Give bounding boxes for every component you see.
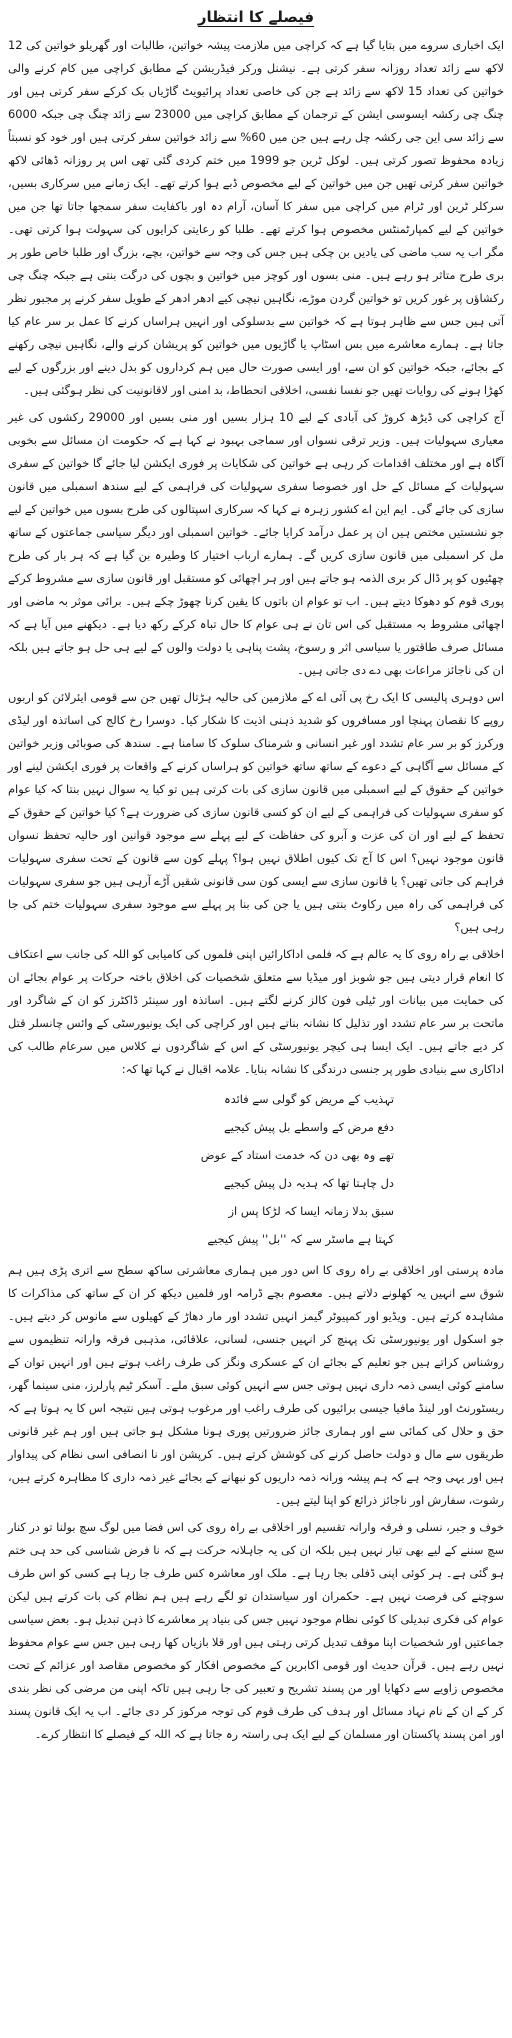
poem-quote: [8, 1085, 504, 1253]
poem-verse: دل چاہتا تھا کہ ہدیہ دل پیش کیجیے: [223, 1176, 394, 1190]
poem-verse: تہذیب کے مریض کو گولی سے فائدہ: [223, 1092, 394, 1106]
article-paragraph: خوف و جبر، نسلی و فرقہ وارانہ تقسیم اور اخلاقی بے راہ روی کی اس فضا میں لوگ سچ بولنا تو در کنار سچ سننے کے لیے بھی تیار نہیں ہیں بلکہ ان کی یہ جاہلانہ حرکت ہے کہ نا فرض شناسی کی حد ہی ختم ہو گئی ہے۔ ہر کوئی اپنی ڈفلی بجا رہا ہے۔ ملک اور معاشرہ کس طرف جا رہا ہے کسی کو اس طرف سوچنے کی فرصت نہیں ہے۔ حکمران اور سیاستدان تو لگے رہے ہیں ہم نظام کی بات کرتے ہیں لیکن عوام کی فکری تبدیلی کا کوئی نظام موجود نہیں جس کی بنیاد پر معاشرے کا ذہن تبدیل ہو۔ بعض سیاسی جماعتیں اور شخصیات اپنا موقف تبدیل کرتی رہتی ہیں اور قلا بازیاں کھا رہی ہیں جس سے عوام محفوظ نہیں رہے ہیں۔ قرآن حدیث اور قومی اکابرین کے مخصوص افکار کو مخصوص مقاصد اور عزائم کے تحت مخصوص زاویے سے دکھایا اور من پسند تشریح و تعبیر کی جا رہی ہیں تاکہ اپنی من مرضی کی نظر بندی کر کے ان کے نام نہاد مسائل اور ہدف کی طرف قوم کی توجہ مرکوز کر دی جائے۔ اب یہ ایک قانون پسند اور امن پسند پاکستان اور مسلمان کے لیے ایک ہی راستہ رہ جاتا ہے کہ اللہ کے فیصلے کا انتظار کرے۔: [8, 1520, 504, 1741]
article-paragraph: اخلاقی بے راہ روی کا یہ عالم ہے کہ فلمی اداکارائیں اپنی فلموں کی کامیابی کو اللہ کی جانب سے اعتکاف کا انعام قرار دیتی ہیں جو شوبز اور میڈیا سے متعلق شخصیات کی اخلاق باختہ حرکات پر عوام بجائے ان کی حمایت میں بیانات اور ٹیلی فون کالز کرنے لگتے ہیں۔ اساتذہ اور سینئر ڈاکٹرز کو ان کے شاگرد اور ماتحت بر سر عام تشدد اور تذلیل کا نشانہ بناتے ہیں اور کراچی کی ایک یونیورسٹی کے وائس چانسلر قتل کر دیے جاتے ہیں۔ ایک ایسا ہی کیچر یونیورسٹی کے اس کے شاگردوں نے کلاس میں سرعام طالب کی اداکاری سے بنیادی طور پر جنسی درندگی کا نشانہ بنایا۔ علامہ اقبال نے کہا تھا کہ:: [8, 947, 504, 1076]
poem-verse: تھے وہ بھی دن کہ خدمت استاد کے عوض: [200, 1148, 394, 1162]
poem-verse: سبق بدلا زمانہ ایسا کہ لڑکا پس از: [228, 1204, 394, 1218]
poem-verse: کہتا ہے ماسٹر سے کہ ''بل'' پیش کیجیے: [207, 1232, 394, 1246]
poem-verse: دفع مرض کے واسطے بل پیش کیجیے: [223, 1120, 394, 1134]
article-paragraph: اس دوہری پالیسی کا ایک رخ پی آئی اے کے ملازمین کی حالیہ ہڑتال تھیں جن سے قومی ایئرلائن کو اربوں روپے کا نقصان پہنچا اور مسافروں کو شدید ذہنی اذیت کا شکار کیا۔ دوسرا رخ کالج کی اساتذہ اور لیڈی ورکرز کو بر سر عام تشدد اور غیر انسانی و شرمناک سلوک کا سامنا ہے۔ سندھ کی صوبائی وزیر خواتین کے مسائل سے آگاہی کے دعوے کے ساتھ ساتھ خواتین کو ہراساں کرنے کے واقعات پر فوری ایکشن لینے اور خواتین کے حقوق کے لیے اسمبلی میں قانون سازی کی بات کرتی ہیں تو کیا یہ سوال نہیں بنتا کہ کیا عوام کو سفری سہولیات کی فراہمی کے لیے ان کو کسی قانون سازی کی ضرورت ہے؟ کیا خواتین کے حقوق کے تحفظ کے لیے اور ان کی عزت و آبرو کی حفاظت کے لیے پہلے سے موجود قوانین اور حالیہ تحفظ نسواں قانون موجود نہیں؟ اس کا آج تک کیوں اطلاق نہیں ہوا؟ پہلے کون سے قانون کے تحت سفری سہولیات فراہم کی جاتی تھیں؟ یا قانون سازی سے ایسی کون سی قانونی شقیں آڑے آرہی ہیں جو سفری سہولیات کی فراہمی کی راہ میں رکاوٹ بنتی ہیں یا جن کی بنا پر پہلے سے موجود سفری سہولیات ختم کی جا رہی ہیں؟: [8, 690, 504, 934]
article-title: فیصلے کا انتظار: [197, 8, 315, 26]
article-paragraph: آج کراچی کی ڈیڑھ کروڑ کی آبادی کے لیے 10 ہزار بسیں اور منی بسیں اور 29000 رکشوں کی غیر معیاری سہولیات ہیں۔ وزیر ترقی نسواں اور سماجی بہبود نے کہا ہے کہ حکومت ان مسائل سے بخوبی آگاہ ہے اور مختلف اقدامات کر رہی ہے خواتین کی شکایات پر فوری ایکشن لیا جائے گا خواتین کے سفری سہولیات کے مسائل کے حل اور خصوصا سفری سہولیات کی فراہمی کے لیے سندھ اسمبلی میں قانون سازی کی جائے گی۔ ایم این اے کشور زہرہ نے کہا کہ سرکاری اسپتالوں کی طرح بسوں میں خواتین کے لیے جو نشستیں مختص ہیں ان پر عمل درآمد کرایا جائے۔ خواتین اسمبلی اور دیگر سیاسی جماعتوں کے ساتھ مل کر اسمبلی میں قانون سازی کریں گے۔ ہمارے ارباب اختیار کا وطیرہ بن گیا ہے کہ ہر بار کی طرح چھٹیوں کو پر ڈال کر بری الذمہ ہو جاتے ہیں اور ہر اچھائی کو مستقبل اور قانون سازی سے مشروط کرکے پوری قوم کو دھوکا دیتے ہیں۔ اب تو عوام ان باتوں کا یقین کرنا چھوڑ چکے ہیں۔ برائی موثر بہ ماضی اور اچھائی مشروط بہ مستقبل کی اس تان نے ہی عوام کا حال تباہ کرکے رکھ دیا ہے۔ دیکھنے میں آیا ہے کہ مسائل صرف طاقتور یا سیاسی اثر و رسوخ، پشت پناہی یا دولت والوں کے لیے ہی حل ہو جاتے ہیں بلکہ ان کی ناجائز مراعات بھی دے دی جاتی ہیں۔: [8, 410, 504, 677]
article-paragraph: مادہ پرستی اور اخلاقی بے راہ روی کا اس دور میں ہماری معاشرتی ساکھ سطح سے اتری پڑی ہیں ہم شوق سے انہیں یہ کھلونے دلاتے ہیں۔ معصوم بچے ڈرامہ اور فلمیں دیکھ کر ان کے ساتھ کی مذاکرات کا مشاہدہ کرتے ہیں۔ ویڈیو اور کمپیوٹر گیمز انہیں تشدد اور مار دھاڑ کے کھیلوں سے مانوس کر دیتے ہیں۔ جو اسکول اور یونیورسٹی تک پہنچ کر انہیں جنسی، لسانی، علاقائی، مذہبی فرقہ وارانہ تنظیموں سے روشناس کراتے ہیں جو تعلیم کے بجائے ان کے عسکری ونگز کی طرف راغب ہوتے ہیں اور انہیں توان کے سامنے کوئی ایسی ذمہ داری نہیں ہوتی جس سے انہیں کوئی سبق ملے۔ آسکر ٹیم پارلرز، منی سینما گھر، ریسٹورنٹ اور لینڈ مافیا جیسی برائیوں کی طرف راغب اور مرغوب ہوتی ہیں نتیجہ اس کا یہ ہوتا ہے کہ حق و حلال کی کمائی سے اور ہماری جائز ضرورتیں پوری ہونا مشکل ہو جاتی ہیں اور ہم غیر قانونی طریقوں سے مال و دولت حاصل کرنے کی کوشش کرتے ہیں۔ کرپشن اور نا انصافی اسی نظام کی پیداوار ہیں اور یہی وجہ ہے کہ ہم پیشہ ورانہ ذمہ داریوں کو نبھانے کے بجائے غیر ذمہ داری کا مظاہرہ کرتے ہیں، رشوت، سفارش اور ناجائز ذرائع کو اپنا لیتے ہیں۔: [8, 1263, 504, 1507]
article-paragraph: ایک اخباری سروے میں بتایا گیا ہے کہ کراچی میں ملازمت پیشہ خواتین، طالبات اور گھریلو خواتین کی 12 لاکھ سے زائد تعداد روزانہ سفر کرتی ہے۔ نیشنل ورکر فیڈریشن کے مطابق کراچی میں کام کرنے والی خواتین کی تعداد 15 لاکھ سے زائد ہے جن کی خاصی تعداد پرائیویٹ گاڑیاں بک کرکے سفر کرتی ہیں اور چنگ چی رکشہ ایسوسی ایشن کے ترجمان کے مطابق کراچی میں 23000 سے زائد چنگ چی جبکہ 6000 سے زائد سی این جی رکشہ چل رہے ہیں جن میں 60% سے زائد خواتین سفر کرتی ہیں اور خود کو نسبتاً زیادہ محفوظ تصور کرتی ہیں۔ لوکل ٹرین جو 1999 میں ختم کردی گئی تھی اس پر روزانہ ڈھائی لاکھ خواتین سفر کرتی تھیں جن میں خواتین کے لیے مخصوص ڈبے ہوا کرتے تھے۔ ایک زمانے میں سرکاری بسیں، سرکلر ٹرین اور ٹرام میں کراچی میں سفر کا آسان، آرام دہ اور باکفایت سفر سمجھا جاتا تھا جن میں خواتین کے لیے کمپارٹمنٹس مخصوص ہوا کرتے تھے۔ طلبا کو رعایتی کرایوں کی سہولت ہوا کرتی تھی۔ مگر اب یہ سب ماضی کی یادیں بن چکی ہیں جس کی وجہ سے خواتین، بچے، بزرگ اور طلبا خاص طور پر بری طرح متاثر ہو رہے ہیں۔ منی بسوں اور کوچز میں خواتین و بچوں کی درگت بنتی ہے جبکہ چنگ چی رکشاؤں پر غور کریں تو خواتین گردن موڑے، نگاہیں نیچی کیے ادھر ادھر کے طویل سفر کرنے پر مجبور نظر آتی ہیں جس سے ظاہر ہوتا ہے کہ خواتین سے بدسلوکی اور انہیں ہراساں کرنے کا عمل بر سر عام کیا جاتا ہے۔ ہمارے معاشرے میں بس اسٹاپ یا گاڑیوں میں خواتین کو پریشان کرنے والے، نگاہیں نیچی رکھنے کے بجائے، جبکہ خواتین کو ان سے، اور ایسی صورت حال میں ہم کرداروں کو بدل دینے اور بزرگوں کے لیے کھڑا ہونے کی روایات تھیں جو نفسا نفسی، اخلاقی انحطاط، بد امنی اور لاقانونیت کی نظر ہوگئی ہیں۔: [8, 38, 505, 397]
